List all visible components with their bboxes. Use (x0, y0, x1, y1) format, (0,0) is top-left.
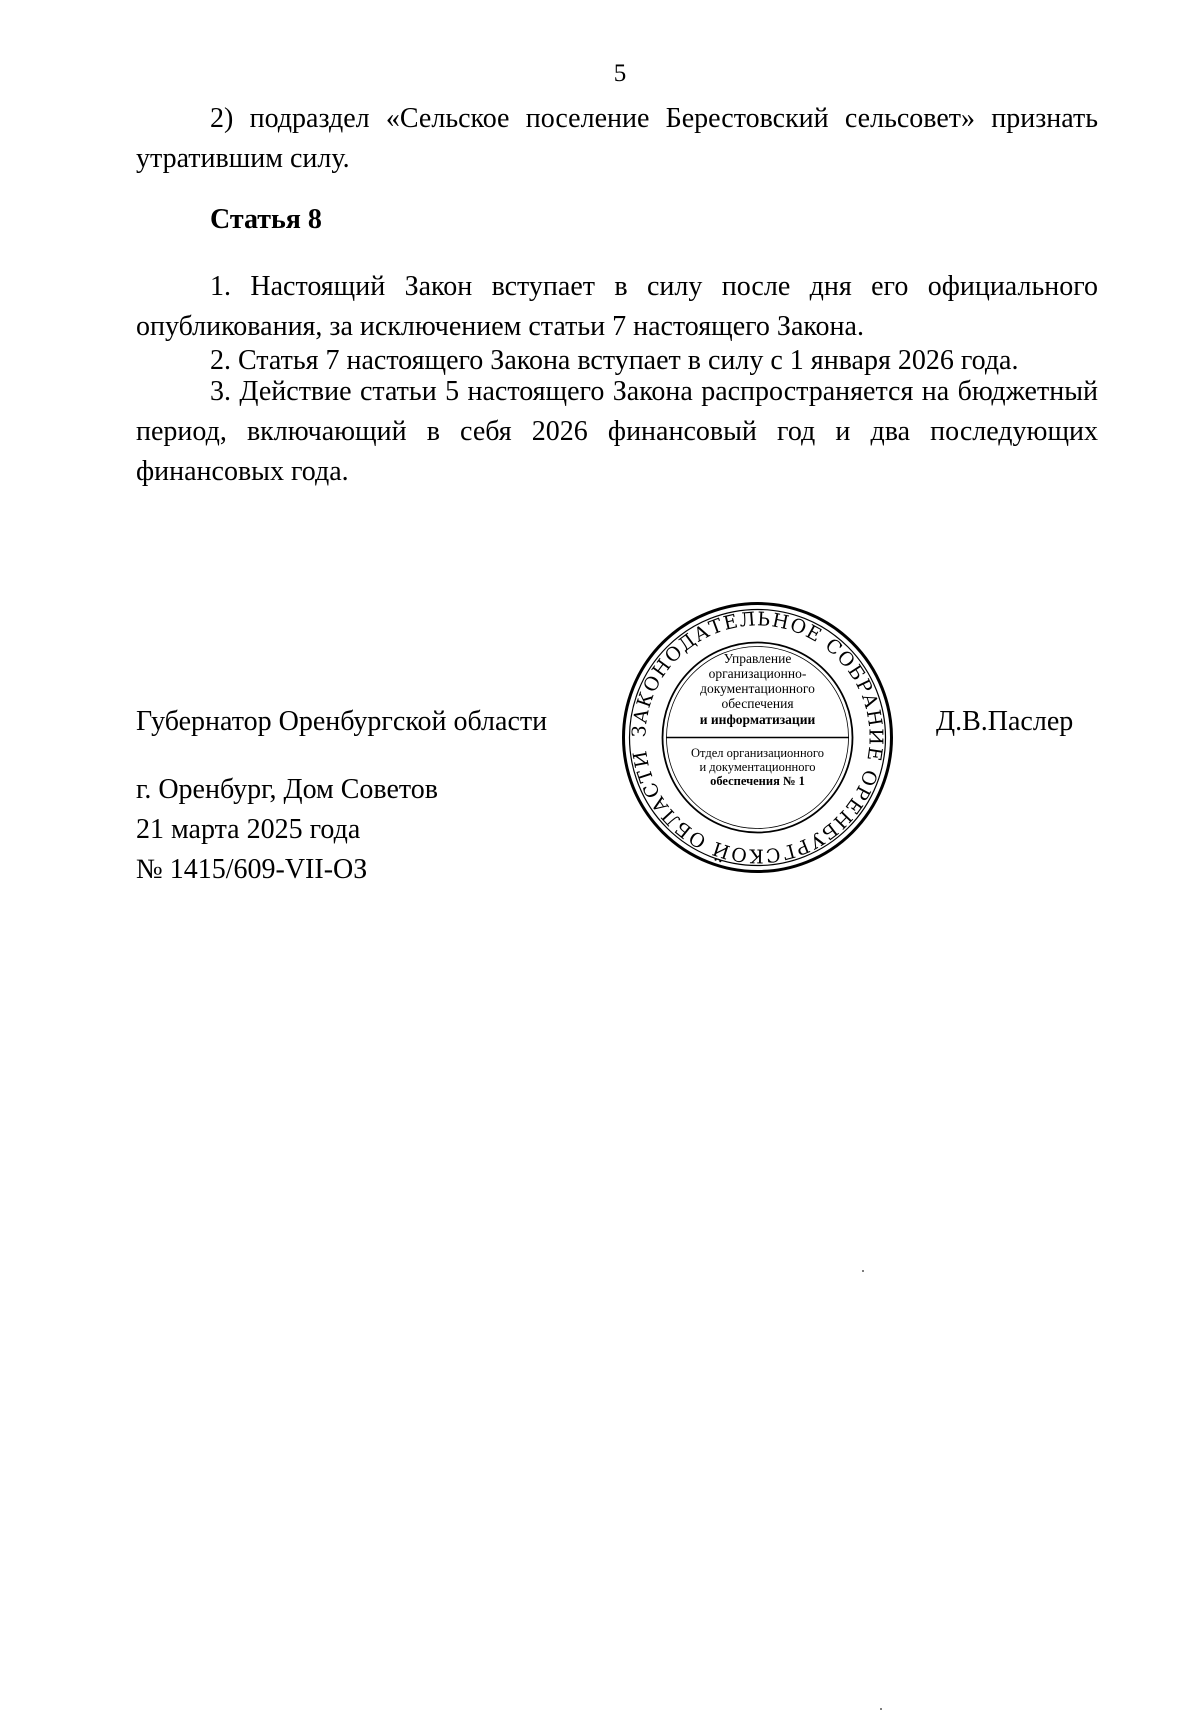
paragraph-intro: 2) подраздел «Сельское поселение Берестовский сельсовет» признать утратившим силу. (136, 103, 1098, 174)
page-number: 5 (613, 60, 627, 87)
seal-inner-line: документационного (700, 681, 815, 696)
scan-speck (880, 1708, 882, 1710)
article-item-3: 3. Действие статьи 5 настоящего Закона распространяется на бюджетный период, включающий в себя 2026 финансовый год и два последующих финансовых года. (136, 376, 1098, 487)
seal-inner-line: обеспечения № 1 (710, 774, 805, 788)
seal-inner-line: и информатизации (699, 712, 816, 727)
seal-inner-line: и документационного (699, 760, 816, 774)
signature-date: 21 марта 2025 года (136, 814, 361, 845)
article-item-1: 1. Настоящий Закон вступает в силу после дня его официального опубликования, за исключением статьи 7 настоящего Закона. (136, 271, 1098, 342)
seal-inner-line: Отдел организационного (691, 746, 824, 760)
signature-position: Губернатор Оренбургской области (136, 706, 548, 737)
signature-name: Д.В.Паслер (936, 706, 1074, 737)
scan-speck (862, 1270, 864, 1272)
seal-inner-line: Управление (723, 651, 792, 666)
seal-outer-text: ЗАКОНОДАТЕЛЬНОЕ СОБРАНИЕ ОРЕНБУРГСКОЙ ОБЛАСТИ (628, 608, 887, 867)
article-heading: Статья 8 (210, 204, 322, 235)
seal-inner-line: обеспечения (721, 696, 794, 711)
seal-inner-line: организационно- (708, 666, 807, 681)
official-seal (620, 600, 895, 875)
signature-place: г. Оренбург, Дом Советов (136, 774, 438, 805)
article-item-2: 2. Статья 7 настоящего Закона вступает в силу с 1 января 2026 года. (210, 345, 1019, 376)
signature-number: № 1415/609-VII-ОЗ (136, 854, 368, 885)
